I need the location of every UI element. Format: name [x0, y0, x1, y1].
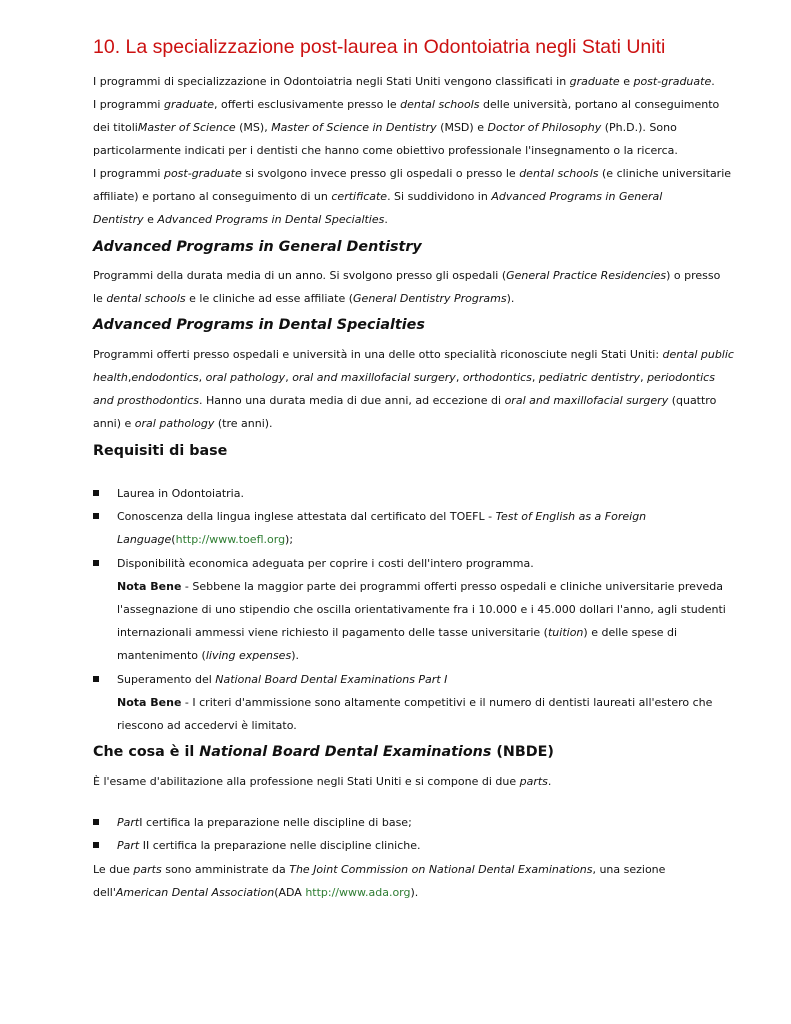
text: Part: [117, 816, 140, 829]
text: internazionali ammessi viene richiesto il pagamento delle tasse universitarie (: [117, 626, 548, 639]
bullet-icon: [93, 676, 99, 682]
text: e: [619, 75, 634, 88]
bullet-icon: [93, 819, 99, 825]
text: parts: [519, 775, 548, 788]
text: (Ph.D.). Sono: [601, 121, 677, 134]
text: ).: [410, 886, 419, 899]
text: Le due: [93, 863, 134, 876]
intro-line-1: [93, 75, 715, 89]
text: dental schools: [106, 292, 186, 305]
text: dell': [93, 886, 116, 899]
bullet-icon: [93, 560, 99, 566]
text: Programmi della durata media di un anno. Si svolgono presso gli ospedali (: [93, 269, 507, 282]
text: living expenses: [205, 649, 292, 662]
note-2-line-2: riescono ad accedervi è limitato.: [117, 719, 297, 732]
note-1-line-4: [117, 649, 299, 663]
text: mantenimento (: [117, 649, 206, 662]
specialties-line-4: [93, 417, 273, 431]
text: II certifica la preparazione nelle discipline cliniche.: [139, 839, 421, 852]
text: ) e delle spese di: [583, 626, 678, 639]
text: (MSD) e: [436, 121, 488, 134]
req-item-english-cont: [117, 533, 293, 547]
text: graduate: [163, 98, 214, 111]
nbde-part-2: [117, 839, 421, 853]
nota-bene-label: Nota Bene: [117, 580, 182, 593]
text: Dentistry: [93, 213, 144, 226]
text: post-graduate: [163, 167, 242, 180]
text: oral and maxillofacial surgery: [504, 394, 669, 407]
text: (NBDE): [491, 744, 554, 760]
text: health: [93, 371, 128, 384]
text: ,: [127, 371, 132, 384]
general-line-1: [93, 269, 720, 283]
text: Advanced Programs in General: [491, 190, 663, 203]
toefl-link[interactable]: http://www.toefl.org: [175, 533, 286, 546]
text: , una sezione: [592, 863, 666, 876]
text: pediatric dentistry: [538, 371, 641, 384]
text: graduate: [569, 75, 620, 88]
text: ).: [291, 649, 299, 662]
text: post-graduate: [633, 75, 712, 88]
text: (e cliniche universitarie: [598, 167, 732, 180]
text: ,: [640, 371, 648, 384]
text: si svolgono invece presso gli ospedali o presso le: [241, 167, 520, 180]
text: dental schools: [400, 98, 480, 111]
text: .: [547, 775, 552, 788]
text: sono amministrate da: [161, 863, 290, 876]
text: American Dental Association: [115, 886, 275, 899]
text: certificate: [331, 190, 388, 203]
nbde-line-1: [93, 775, 551, 789]
note-1-line-3: [117, 626, 677, 640]
req-item-nbde: [117, 673, 447, 687]
intro-line-6: [93, 190, 662, 204]
heading-dental-specialties: Advanced Programs in Dental Specialties: [93, 317, 425, 333]
text: .: [711, 75, 715, 88]
text: (tre anni).: [214, 417, 273, 430]
text: );: [285, 533, 294, 546]
text: Master of Science in Dentistry: [271, 121, 437, 134]
text: - Sebbene la maggior parte dei programmi offerti presso ospedali e cliniche universitarie preveda: [181, 580, 723, 593]
text: National Board Dental Examinations Part I: [215, 673, 448, 686]
text: . Si suddividono in: [387, 190, 492, 203]
text: General Dentistry Programs: [353, 292, 507, 305]
text: orthodontics: [462, 371, 532, 384]
text: e: [143, 213, 158, 226]
text: Advanced Programs in Dental Specialties: [157, 213, 385, 226]
text: dental public: [662, 348, 734, 361]
text: I programmi di specializzazione in Odontoiatria negli Stati Uniti vengono classificati in: [93, 75, 570, 88]
text: The Joint Commission on National Dental Examinations: [289, 863, 593, 876]
text: , offerti esclusivamente presso le: [214, 98, 401, 111]
text: oral and maxillofacial surgery: [292, 371, 456, 384]
text: National Board Dental Examinations: [199, 744, 492, 760]
text: Programmi offerti presso ospedali e università in una delle otto specialità riconosciute negli Stati Uniti:: [93, 348, 663, 361]
text: ,: [455, 371, 463, 384]
text: anni) e: [93, 417, 135, 430]
page-title: 10. La specializzazione post-laurea in Odontoiatria negli Stati Uniti: [93, 36, 666, 58]
text: (quattro: [668, 394, 717, 407]
intro-line-5: [93, 167, 731, 181]
text: Conoscenza della lingua inglese attestata dal certificato del TOEFL -: [117, 510, 496, 523]
text: dei titoli: [93, 121, 138, 134]
text: .: [384, 213, 388, 226]
heading-general-dentistry: Advanced Programs in General Dentistry: [93, 239, 422, 255]
text: ,: [285, 371, 293, 384]
text: Doctor of Philosophy: [487, 121, 602, 134]
text: ).: [506, 292, 515, 305]
bullet-icon: [93, 490, 99, 496]
text: Test of English as a Foreign: [495, 510, 647, 523]
text: - I criteri d'ammissione sono altamente competitivi e il numero di dentisti laureati all'estero che: [181, 696, 713, 709]
text: Superamento del: [117, 673, 216, 686]
text: I programmi: [93, 98, 164, 111]
heading-nbde: [93, 744, 554, 760]
text: periodontics: [647, 371, 715, 384]
text: . Hanno una durata media di due anni, ad eccezione di: [199, 394, 505, 407]
text: parts: [133, 863, 162, 876]
note-2-line-1: [117, 696, 712, 710]
text: e le cliniche ad esse affiliate (: [185, 292, 354, 305]
nbde-line-2: [93, 863, 665, 877]
text: dental schools: [519, 167, 599, 180]
req-item-funds: Disponibilità economica adeguata per coprire i costi dell'intero programma.: [117, 557, 534, 570]
text: Che cosa è il: [93, 744, 200, 760]
text: (MS),: [235, 121, 272, 134]
text: Part: [117, 839, 140, 852]
text: I certifica la preparazione nelle discipline di base;: [139, 816, 412, 829]
intro-line-2: [93, 98, 719, 112]
text: Master of Science: [137, 121, 236, 134]
specialties-line-1: [93, 348, 734, 362]
text: È l'esame d'abilitazione alla professione negli Stati Uniti e si compone di due: [93, 775, 520, 788]
bullet-icon: [93, 513, 99, 519]
note-1-line-2: l'assegnazione di uno stipendio che oscilla orientativamente fra i 10.000 e i 45.000 dollari l'anno, agli studenti: [117, 603, 726, 616]
heading-requirements: Requisiti di base: [93, 443, 228, 459]
nbde-part-1: [117, 816, 412, 830]
text: ) o presso: [666, 269, 721, 282]
nbde-line-3: [93, 886, 418, 900]
intro-line-3: [93, 121, 677, 135]
general-line-2: [93, 292, 514, 306]
text: (ADA: [274, 886, 306, 899]
text: oral pathology: [205, 371, 286, 384]
ada-link[interactable]: http://www.ada.org: [305, 886, 411, 899]
text: Language: [117, 533, 172, 546]
req-item-degree: Laurea in Odontoiatria.: [117, 487, 244, 500]
req-item-english: [117, 510, 646, 524]
text: ,: [531, 371, 539, 384]
text: oral pathology: [134, 417, 215, 430]
text: endodontics: [131, 371, 199, 384]
text: and prosthodontics: [93, 394, 200, 407]
specialties-line-2: [93, 371, 715, 385]
note-1-line-1: [117, 580, 723, 594]
intro-line-4: particolarmente indicati per i dentisti che hanno come obiettivo professionale l'insegnamento o la ricerca.: [93, 144, 678, 157]
nota-bene-label: Nota Bene: [117, 696, 182, 709]
text: tuition: [547, 626, 584, 639]
text: le: [93, 292, 107, 305]
text: (: [171, 533, 176, 546]
specialties-line-3: [93, 394, 716, 408]
intro-line-7: [93, 213, 388, 227]
text: I programmi: [93, 167, 164, 180]
text: General Practice Residencies: [506, 269, 667, 282]
text: affiliate) e portano al conseguimento di un: [93, 190, 332, 203]
text: ,: [198, 371, 206, 384]
text: delle università, portano al conseguimento: [479, 98, 720, 111]
bullet-icon: [93, 842, 99, 848]
